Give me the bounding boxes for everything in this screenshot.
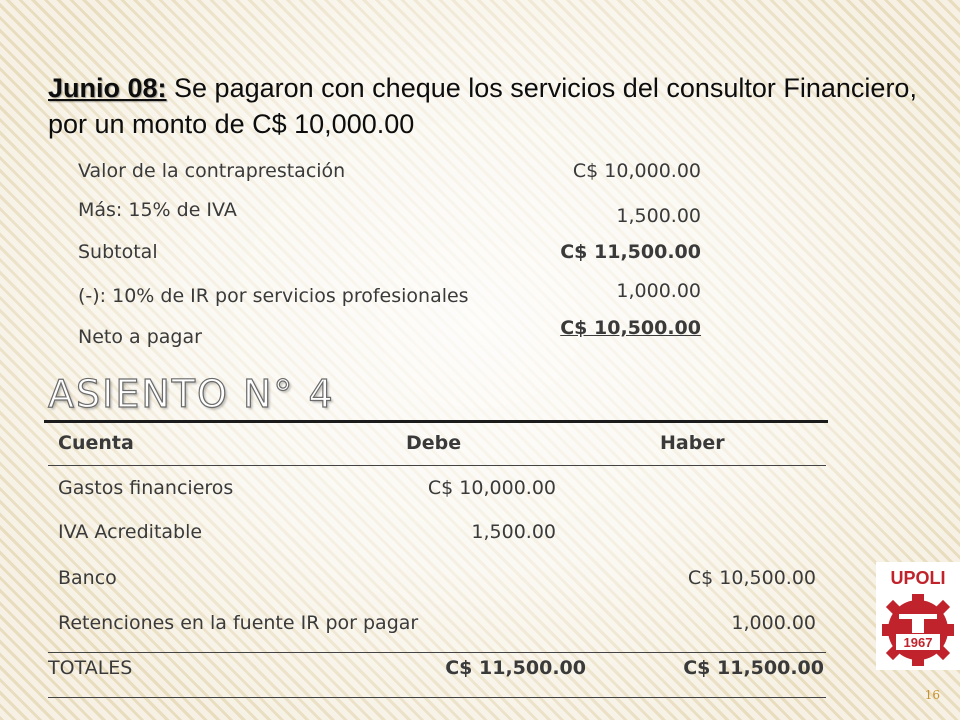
calc-value-neto: C$ 10,500.00 [560, 317, 701, 339]
logo-pillar [912, 619, 924, 633]
totals-rule-top [48, 652, 826, 653]
row-debit-iva: 1,500.00 [471, 521, 556, 543]
row-credit-retenciones: 1,000.00 [731, 612, 816, 634]
header-haber: Haber [660, 432, 725, 454]
calc-label-contraprestacion: Valor de la contraprestación [78, 160, 346, 182]
totals-credit: C$ 11,500.00 [683, 657, 824, 679]
row-credit-banco: C$ 10,500.00 [687, 567, 816, 589]
row-account-gastos: Gastos financieros [58, 477, 234, 499]
row-debit-gastos: C$ 10,000.00 [427, 477, 556, 499]
row-account-iva: IVA Acreditable [58, 521, 203, 543]
logo-book-line [899, 614, 937, 619]
title-rule [44, 420, 828, 423]
calc-value-contraprestacion: C$ 10,000.00 [572, 160, 701, 182]
logo-year: 1967 [903, 635, 933, 650]
row-account-retenciones: Retenciones en la fuente IR por pagar [58, 612, 419, 634]
totals-rule-bottom [48, 697, 826, 698]
header-rule [48, 465, 826, 466]
row-account-banco: Banco [58, 567, 117, 589]
page-number: 16 [924, 688, 940, 702]
heading-date: Junio 08: [48, 73, 167, 103]
calc-label-iva: Más: 15% de IVA [78, 199, 237, 221]
totals-debit: C$ 11,500.00 [445, 657, 586, 679]
logo-text: UPOLI [890, 568, 946, 588]
upoli-logo-graphic [876, 562, 960, 670]
upoli-logo [876, 562, 960, 670]
calc-value-subtotal: C$ 11,500.00 [560, 241, 701, 263]
slide-heading [48, 70, 918, 142]
calc-value-iva: 1,500.00 [616, 205, 701, 227]
calc-label-subtotal: Subtotal [78, 241, 158, 263]
heading-text: Se pagaron con cheque los servicios del consultor Financiero, por un monto de C$ 10,000.00 [48, 73, 917, 139]
calc-value-ir: 1,000.00 [616, 280, 701, 302]
calc-label-ir: (-): 10% de IR por servicios profesionales [78, 285, 469, 307]
calc-label-neto: Neto a pagar [78, 326, 202, 348]
section-title: ASIENTO N° 4 [48, 372, 335, 416]
totals-label: TOTALES [48, 657, 133, 679]
header-cuenta: Cuenta [58, 432, 134, 454]
header-debe: Debe [406, 432, 462, 454]
